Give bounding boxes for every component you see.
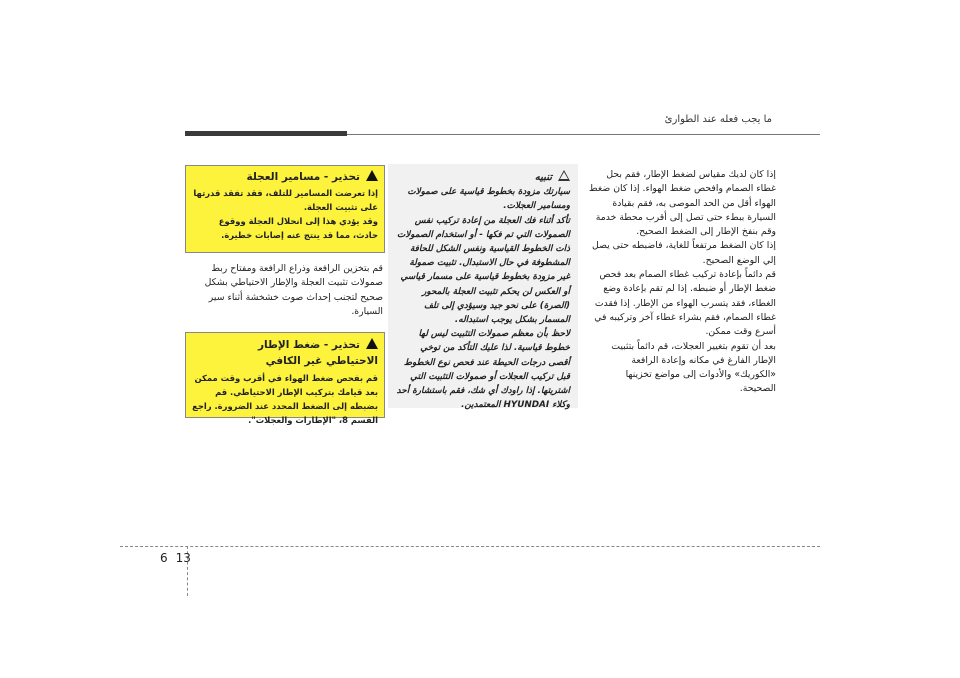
warning-title-line1: تحذير - ضغط الإطار bbox=[258, 339, 360, 351]
storage-note: قم بتخزين الرافعة وذراع الرافعة ومفتاح ربط صمولات تثبيت العجلة والإطار الاحتياطي بشكل صحيح لتجنب إحداث صوت خشخشة أثناء سير السيارة. bbox=[204, 263, 383, 317]
caution-paragraph: سيارتك مزودة بخطوط قياسية على صمولات ومسامير العجلات. bbox=[407, 187, 570, 212]
page-number-value: 13 bbox=[175, 551, 191, 565]
warning-triangle-icon bbox=[366, 338, 378, 349]
paragraph: إذا كان لديك مقياس لضغط الإطار، فقم بحل غطاء الصمام وافحص ضغط الهواء. إذا كان ضغط الهواء أقل من الحد الموصى به، فقم بقيادة السيارة ببطء حتى تصل إلى أقرب محطة خدمة وقم بنفخ الإطار إلى الضغط الصحيح. bbox=[589, 169, 776, 238]
header-bar bbox=[185, 131, 347, 136]
paragraph: إذا كان الضغط مرتفعاً للغاية، فاضبطه حتى يصل إلي الوضع الصحيح. bbox=[592, 240, 776, 266]
paragraph: قم دائماً بإعادة تركيب غطاء الصمام بعد فحص ضغط الإطار أو ضبطه. إذا لم تقم بإعادة وضع الغطاء، فقد يتسرب الهواء من الإطار. إذا فقدت غطاء الصمام، فقم بشراء غطاء آخر وتركيبه في أسرع وقت ممكن. bbox=[594, 269, 776, 338]
warning-box-wheel-studs bbox=[185, 165, 385, 253]
warning-box-spare-pressure bbox=[185, 332, 385, 425]
caution-paragraph: لاحظ بأن معظم صمولات التثبيت ليس لها خطوط قياسية. لذا عليك التأكد من توخي أقصى درجات الحيطة عند فحص نوع الخطوط قبل تركيب العجلات أو صمولات التثبيت التي اشتريتها. إذا راودك أي شك، فقم باستشارة أحد وكلاء HYUNDAI المعتمدين. bbox=[396, 329, 570, 411]
warning-paragraph: إذا تعرضت المسامير للتلف، فقد تفقد قدرتها على تثبيت العجلة. bbox=[193, 188, 378, 212]
section-number: 6 bbox=[160, 551, 168, 565]
caution-title: تنبيه bbox=[534, 172, 552, 183]
warning-paragraph: قم بفحص ضغط الهواء في أقرب وقت ممكن بعد قيامك بتركيب الإطار الاحتياطي. قم بضبطه إلى الضغط المحدد عند الضرورة. راجع القسم 8، "الإطارات والعجلات". bbox=[192, 373, 378, 425]
caution-triangle-icon bbox=[558, 170, 570, 181]
warning-title: تحذير - مسامير العجلة bbox=[246, 171, 360, 183]
paragraph: بعد أن تقوم بتغيير العجلات، قم دائماً بتثبيت الإطار الفارغ في مكانه وإعادة الرافعة «الكوريك» والأدوات إلى مواضع تخزينها الصحيحة. bbox=[611, 340, 776, 395]
caution-box bbox=[388, 164, 578, 411]
page-number bbox=[160, 551, 199, 565]
warning-title-line2: الاحتياطي غير الكافي bbox=[265, 355, 378, 367]
header-rule bbox=[347, 134, 820, 135]
caution-paragraph: تأكد أثناء فك العجلة من إعادة تركيب نفس الصمولات التي تم فكها - أو استخدام الصمولات ذات الخطوط القياسية ونفس الشكل للحافة المشطوفة في حال الاستبدال. تثبيت صمولة غير مزودة بخطوط قياسية على مسمار قياسي أو العكس لن يحكم تثبيت العجلة بالمحور (الصرة) على نحو جيد وسيؤدي إلى تلف المسمار بشكل يوجب استبداله. bbox=[396, 215, 570, 326]
page-header-title: ما يجب فعله عند الطوارئ bbox=[664, 114, 772, 125]
warning-triangle-icon bbox=[366, 170, 378, 181]
warning-paragraph: وقد يؤدي هذا إلى انحلال العجلة ووقوع حادث، مما قد ينتج عنه إصابات خطيرة. bbox=[218, 216, 378, 240]
right-column bbox=[588, 168, 776, 397]
footer-rule bbox=[120, 546, 820, 547]
